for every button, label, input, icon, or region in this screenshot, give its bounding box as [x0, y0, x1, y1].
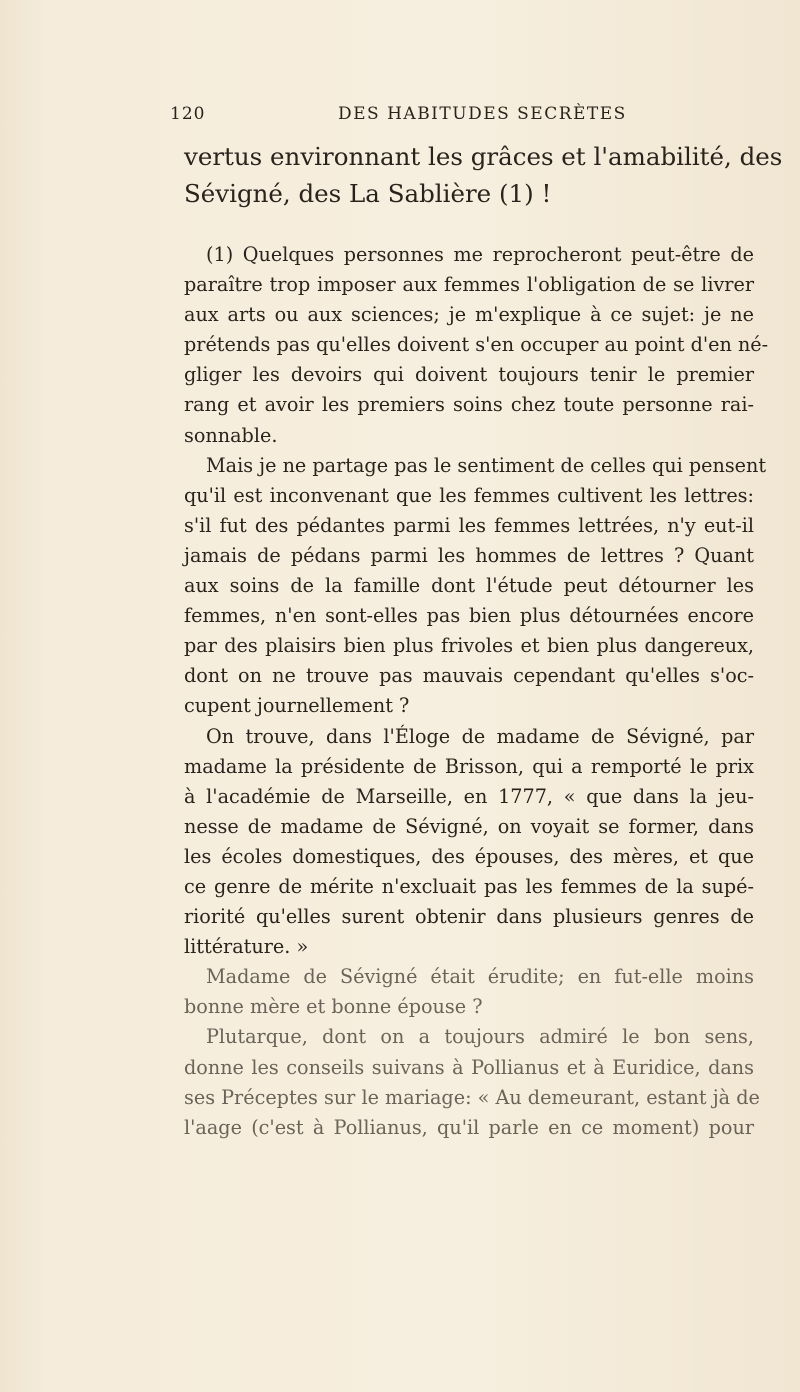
footnote-line: rang et avoir les premiers soins chez toute personne rai-: [184, 393, 754, 417]
main-text: [184, 138, 783, 212]
footnote-line: dont on ne trouve pas mauvais cependant qu'elles s'oc-: [184, 664, 754, 688]
running-title: DES HABITUDES SECRÈTES: [338, 104, 627, 124]
footnote-line: les écoles domestiques, des épouses, des mères, et que: [184, 844, 754, 868]
footnote-line: Plutarque, dont on a toujours admiré le bon sens,: [206, 1025, 754, 1049]
main-text-line: vertus environnant les grâces et l'amabilité, des: [184, 142, 783, 171]
footnote-line: femmes, n'en sont-elles pas bien plus détournées encore: [184, 604, 754, 628]
footnote-line: ce genre de mérite n'excluait pas les femmes de la supé-: [184, 874, 754, 898]
footnote-line: à l'académie de Marseille, en 1777, « que dans la jeu-: [184, 784, 754, 808]
footnote-line: ses Préceptes sur le mariage: « Au demeurant, estant jà de: [184, 1085, 760, 1109]
footnote-line: sonnable.: [184, 423, 278, 447]
footnote-line: bonne mère et bonne épouse ?: [184, 995, 483, 1019]
footnote-line: Madame de Sévigné était érudite; en fut-elle moins: [206, 965, 754, 989]
running-header: [170, 104, 750, 134]
footnote-line: gliger les devoirs qui doivent toujours tenir le premier: [184, 363, 754, 387]
footnote-line: s'il fut des pédantes parmi les femmes lettrées, n'y eut-il: [184, 513, 754, 537]
footnote-line: (1) Quelques personnes me reprocheront peut-être de: [206, 243, 754, 266]
footnote-line: aux soins de la famille dont l'étude peut détourner les: [184, 574, 754, 598]
footnote-line: littérature. »: [184, 935, 309, 959]
footnote-line: nesse de madame de Sévigné, on voyait se former, dans: [184, 814, 754, 838]
main-text-line: Sévigné, des La Sablière (1) !: [184, 179, 552, 208]
footnote-line: riorité qu'elles surent obtenir dans plusieurs genres de: [184, 905, 754, 929]
footnote-line: qu'il est inconvenant que les femmes cultivent les lettres:: [184, 483, 754, 507]
footnote: [184, 240, 769, 1143]
page-number: 120: [170, 104, 206, 124]
footnote-line: l'aage (c'est à Pollianus, qu'il parle en ce moment) pour: [184, 1115, 754, 1139]
footnote-line: aux arts ou aux sciences; je m'explique à ce sujet: je ne: [184, 303, 754, 327]
footnote-line: prétends pas qu'elles doivent s'en occuper au point d'en né-: [184, 333, 769, 357]
footnote-line: jamais de pédans parmi les hommes de lettres ? Quant: [184, 543, 754, 567]
footnote-line: cupent journellement ?: [184, 694, 410, 718]
footnote-line: madame la présidente de Brisson, qui a remporté le prix: [184, 754, 754, 778]
footnote-line: par des plaisirs bien plus frivoles et bien plus dangereux,: [184, 634, 754, 658]
footnote-line: donne les conseils suivans à Pollianus et à Euridice, dans: [184, 1055, 754, 1079]
footnote-line: Mais je ne partage pas le sentiment de celles qui pensent: [206, 453, 767, 477]
footnote-line: paraître trop imposer aux femmes l'obligation de se livrer: [184, 273, 754, 297]
footnote-line: On trouve, dans l'Éloge de madame de Sévigné, par: [206, 724, 754, 748]
